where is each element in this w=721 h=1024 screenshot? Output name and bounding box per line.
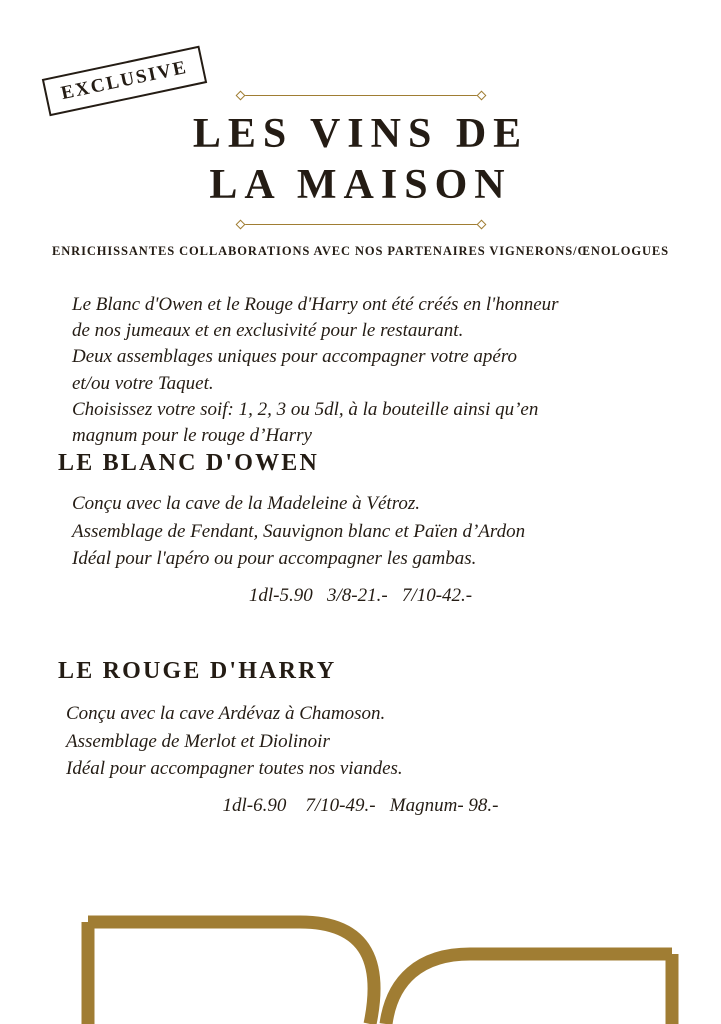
section-body-rouge-harry: [66, 700, 666, 783]
top-divider: [0, 92, 721, 99]
section-title-blanc-owen: LE BLANC D'OWEN: [58, 450, 320, 476]
intro-line-3: Deux assemblages uniques pour accompagner votre apéro: [72, 346, 518, 368]
intro-line-1: Le Blanc d'Owen et le Rouge d'Harry ont été créés en l'honneur: [72, 294, 559, 315]
diamond-icon: [476, 220, 486, 230]
divider-line: [243, 224, 479, 225]
intro-line-6: magnum pour le rouge d’Harry: [72, 425, 312, 447]
blanc-owen-line-2: Assemblage de Fendant, Sauvignon blanc et Païen d’Ardon: [72, 520, 526, 542]
section-title-rouge-harry: LE ROUGE D'HARRY: [58, 658, 337, 684]
blanc-owen-line-1: Conçu avec la cave de la Madeleine à Vétroz.: [72, 493, 421, 514]
diamond-icon: [235, 91, 245, 101]
diamond-icon: [476, 91, 486, 101]
decorative-glass-graphic: [0, 914, 721, 1024]
menu-header: [0, 92, 721, 259]
blanc-owen-line-3: Idéal pour l'apéro ou pour accompagner les gambas.: [72, 548, 477, 570]
page-subtitle: ENRICHISSANTES COLLABORATIONS AVEC NOS PARTENAIRES VIGNERONS/ŒNOLOGUES: [52, 244, 669, 259]
rouge-harry-line-2: Assemblage de Merlot et Diolinoir: [66, 730, 330, 752]
price-list-blanc-owen: 1dl-5.90 3/8-21.- 7/10-42.-: [248, 585, 473, 606]
glass-outline-icon: [0, 914, 721, 1024]
intro-line-5: Choisissez votre soif: 1, 2, 3 ou 5dl, à la bouteille ainsi qu’en: [72, 398, 539, 420]
page-title-line-1: LES VINS DE: [192, 111, 529, 157]
divider-line: [243, 95, 479, 96]
intro-paragraph: [72, 292, 672, 449]
intro-line-4: et/ou votre Taquet.: [72, 372, 214, 394]
exclusive-stamp-label: EXCLUSIVE: [59, 56, 190, 105]
page-title-line-2: LA MAISON: [209, 162, 512, 209]
diamond-icon: [235, 220, 245, 230]
section-body-blanc-owen: [72, 490, 672, 573]
rouge-harry-line-3: Idéal pour accompagner toutes nos viandes.: [66, 758, 403, 780]
rouge-harry-line-1: Conçu avec la cave Ardévaz à Chamoson.: [66, 703, 386, 724]
bottom-divider: [0, 221, 721, 228]
price-list-rouge-harry: 1dl-6.90 7/10-49.- Magnum- 98.-: [222, 795, 499, 816]
intro-line-2: de nos jumeaux et en exclusivité pour le restaurant.: [72, 320, 464, 342]
page-title: [0, 109, 721, 211]
